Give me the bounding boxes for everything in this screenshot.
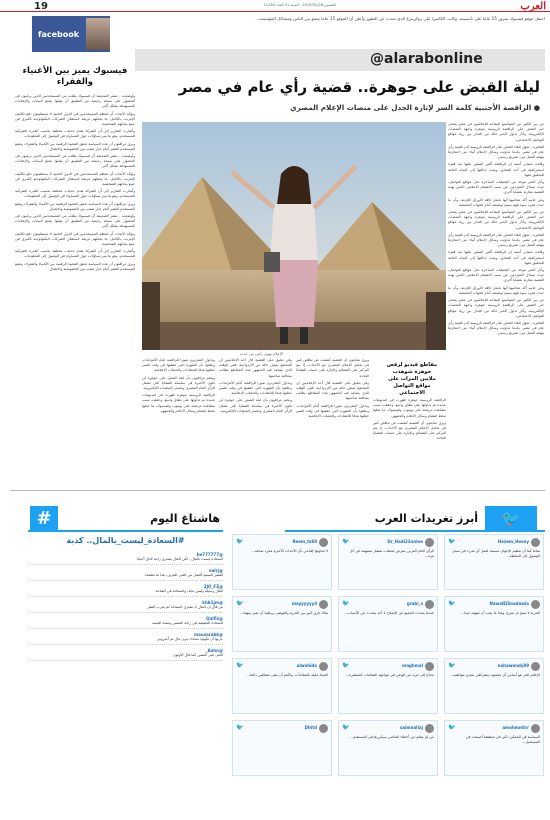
tweet-card [232, 534, 332, 590]
tweet-text: الرأي العام العربي يتعرض لحملات تضليل ممنهجة في كل مرة... [349, 549, 434, 558]
story-paragraph: الراقصة الروسية جوهرة ظهرت في فيديوهات عديدة تم تداولها على نطاق واسع، وحققت نسب مشاهدة مرتفعة على يوتيوب وفيسبوك، ما جعلها محط اهتمام وسائل الإعلام والجمهور. [373, 398, 446, 418]
tweet-card [338, 534, 438, 590]
tweet-card [232, 658, 332, 714]
tweets-grid [228, 534, 544, 816]
tweet-text: من لم يتعلم من أخطاء الماضي سيكررها في المستقبل... [349, 735, 434, 739]
hashtag-username: @Aahn_ [205, 648, 223, 653]
hashtag-username: @be777777 [196, 552, 223, 557]
hashtag-username: @khb1jm [202, 600, 223, 605]
story-paragraph: القاهرة - تحول إلقاء القبض على الراقصة الروسية إلى قضية رأي عام في مصر، بعدما تداولت وسائل الإعلام أنباء عن احتجازها بتهمة العمل دون تصريح رسمي. [448, 232, 544, 248]
tweet-username: Dhitd [304, 725, 317, 730]
aside-paragraph: وأشارت التقارير إلى أن الشركة تقدم خدمات مختلفة بحسب القدرة الشرائية للمستخدم، وهو ما يثير تساؤلات حول المساواة في الوصول إلى المعلومات. [15, 189, 135, 199]
tweet-card [444, 720, 544, 776]
story-column [219, 358, 292, 486]
pyramids-photo-illustration [142, 122, 446, 350]
story-right-column [448, 122, 544, 484]
hashtag-username: @mausarabk [194, 632, 223, 637]
hashtag-list [28, 552, 223, 816]
hashtags-title: هاشتاغ اليوم [150, 512, 220, 525]
tweet-text: هناك فرق كبير بين الحرية والفوضى، وعلينا أن نميز بينهما... [239, 611, 328, 615]
tweet-card [338, 596, 438, 652]
tweet-username: maghmal [402, 663, 423, 668]
twitter-bird-icon: 🐦 [448, 724, 456, 731]
hashtag-icon: # [30, 506, 58, 532]
tweet-username: Reem_ts88 [292, 539, 317, 544]
story-photo [142, 122, 446, 350]
list-item [28, 600, 223, 613]
handle-bar [135, 49, 545, 71]
tweet-username: grabi_s [406, 601, 423, 606]
tweet-card [444, 534, 544, 590]
site-handle: @alarabonline [370, 51, 483, 67]
story-paragraph: ويرى متابعون أن القضية كشفت عن تناقض كبير في تعامل الإعلام المصري مع الأحداث، إذ يتم التركيز على الفضائح والإثارة على حساب القضايا الجادة. [296, 358, 369, 378]
avatar [86, 18, 110, 50]
twitter-bird-icon: 🐦 [236, 662, 244, 669]
story-paragraph: ويختم مراقبون بأن ليلة القبض على جوهرة لن تكون الأخيرة في سلسلة القضايا التي تشغل الرأي العام المصري وتتصدر المنصات الإلكترونية. [219, 398, 292, 413]
story-paragraph: وتداول المغردون صورا للراقصة أمام الأهرامات، وعلقوا بأن الشهرة التي حققتها في وقت قصير جعلتها هدفا للانتقادات والحملات الإعلامية. [142, 358, 215, 373]
newspaper-brand: العرب [520, 1, 546, 12]
story-paragraph: القاهرة - تحول إلقاء القبض على الراقصة الروسية إلى قضية رأي عام في مصر، بعدما تداولت وسائل الإعلام أنباء عن احتجازها بتهمة العمل دون تصريح رسمي. [448, 144, 544, 160]
tweet-text: لا تحاولوا إقناعي بأن الأحداث الأخيرة مجرد صدفة... [251, 549, 328, 553]
tweet-username: NawalElSaadawia [489, 601, 529, 606]
twitter-bird-icon: 🐦 [342, 724, 350, 731]
tweet-text: عندما يتحدث الجميع عن الإصلاح لا أحد يتحدث عن الأسباب... [344, 611, 434, 615]
story-paragraph: ومن جانبه أكد محاميها أنها تحمل كافة الأوراق اللازمة، وأن ما حدث مجرد سوء فهم سيتم توضيحه أمام الجهات المختصة. [448, 285, 544, 295]
tweet-card [232, 720, 332, 776]
tweet-text: الإعلام الحر هو أساس أي مجتمع ديمقراطي يحترم مواطنيه... [449, 673, 540, 677]
tweet-text: الحرية لا تمنح بل تنتزع، وهذا ما يجب أن نفهمه جيدا... [460, 611, 540, 615]
story-paragraph: وأثار الخبر موجة من التعليقات الساخرة على مواقع التواصل، حيث تساءل المغردون عن سبب الاهتمام الإعلامي الكبير بهذه القضية مقارنة بقضايا أخرى. [448, 180, 544, 195]
hashtag-text: الفقير السعيد أفضل من الغني الحزين، هذا ما تعلمناه [144, 573, 223, 577]
story-paragraph: ويختم مراقبون بأن ليلة القبض على جوهرة لن تكون الأخيرة في سلسلة القضايا التي تشغل الرأي العام المصري وتتصدر المنصات الإلكترونية. [142, 375, 215, 391]
aside-body [15, 94, 135, 486]
hashtag-text: السعادة ليست بالمال.. لكن المال يشتري راحة البال أحيانا [137, 557, 223, 561]
story-paragraph: من بين الكثير من المواضيع المتاحة للإعلاميين في مصر يتصدر خبر القبض على الراقصة الروسية جوهرة واجهة المنصات الإلكترونية، وأثار تداول الخبر حالة من الجدل بين رواد مواقع التواصل الاجتماعي. [448, 298, 544, 318]
avatar [425, 538, 434, 547]
tweet-username: alwahida [296, 663, 317, 668]
tweet-card [338, 658, 438, 714]
tweet-username: Dr_Hadi23anine [387, 539, 423, 544]
list-item [28, 584, 223, 597]
list-item [28, 568, 223, 581]
twitter-bird-icon: 🐦 [448, 662, 456, 669]
story-paragraph: من بين الكثير من المواضيع المتاحة للإعلاميين في مصر يتصدر خبر القبض على الراقصة الروسية جوهرة واجهة المنصات الإلكترونية، وأثار تداول الخبر حالة من الجدل بين رواد مواقع التواصل الاجتماعي. [448, 122, 544, 142]
twitter-bird-icon: 🐦 [236, 538, 244, 545]
avatar [425, 724, 434, 733]
dateline: الخميس 2019/02/28 - السنة 41 العدد 11284 [263, 3, 337, 7]
twitter-bird-icon: 🐦 [342, 600, 350, 607]
aside-paragraph: وتؤكد الأبحاث أن معظم المستخدمين في الدول النامية لا يستطيعون دفع تكاليف الإنترنت بالكامل، ما يجعلهم عرضة لاستغلال الشركات التكنولوجية الكبرى في جمع بياناتهم الشخصية. [15, 111, 135, 127]
tweet-card [444, 658, 544, 714]
avatar [425, 662, 434, 671]
hashtag-text: من قال إن المال لا يشتري السعادة لم يجرب الفقر [147, 605, 223, 609]
tweet-text: نحتاج إلى مزيد من الوعي في مواجهة الشائعات المنتشرة... [345, 673, 434, 677]
top-banner-text: احتفل موقع فيسبوك بمرور 15 عاما على تأسيسه، وكانت الكاميرا على زوكربيرغ الذي تحدث عن التطور وأعلن أن الموقع 15 عاما يجمع بين الناس ومشاكل المؤسسة... [255, 16, 545, 21]
avatar [319, 724, 328, 733]
photo-caption: الإعلام يهوي رأس من حدث [240, 351, 284, 356]
hashtag-text: السعادة الحقيقية في راحة الضمير وصحة الجسد [151, 621, 223, 625]
tweet-card [444, 596, 544, 652]
story-paragraph: ويرى متابعون أن القضية كشفت عن تناقض كبير في تعامل الإعلام المصري مع الأحداث، إذ يتم التركيز على الفضائح والإثارة على حساب القضايا الجادة. [373, 420, 446, 441]
avatar [531, 538, 540, 547]
avatar [319, 600, 328, 609]
list-item [28, 616, 223, 629]
aside-paragraph: وتؤكد الأبحاث أن معظم المستخدمين في الدول النامية لا يستطيعون دفع تكاليف الإنترنت بالكامل، ما يجعلهم عرضة لاستغلال الشركات التكنولوجية الكبرى في جمع بياناتهم الشخصية. [15, 231, 135, 247]
twitter-bird-icon: 🐦 [236, 724, 244, 731]
pull-quote: مقاطع فيديو لرقص جوهرة شوهدت ملايين المرات على مواقع التواصل الاجتماعي [384, 362, 440, 397]
story-paragraph: وفي تعليق على القضية قال أحد الإعلاميين إن المجتمع يعيش حالة من الازدواجية، ففي الوقت الذي يشاهد فيه الجمهور هذه المقاطع يطالب بمعاقبة صاحبتها. [296, 380, 369, 401]
list-item [28, 648, 223, 661]
tweet-username: salmnallaj [400, 725, 423, 730]
twitter-bird-icon: 🐦 [485, 506, 537, 532]
avatar [319, 538, 328, 547]
main-subhead: ● الراقصة الأجنبية كلمة السر لإثارة الجدل على منصات الإعلام المصري [290, 103, 540, 112]
tweet-card [232, 596, 332, 652]
story-paragraph: وأثار الخبر موجة من التعليقات الساخرة على مواقع التواصل، حيث تساءل المغردون عن سبب الاهتمام الإعلامي الكبير بهذه القضية مقارنة بقضايا أخرى. [448, 268, 544, 283]
tweet-text: الحياة مليئة بالمفاجآت، والأهم أن نبقى متفائلين دائما... [246, 673, 328, 677]
hashtag-username: @Qalfis [206, 616, 223, 621]
avatar [531, 662, 540, 671]
avatar [531, 600, 540, 609]
aside-paragraph: وأوضحت - تنشر الصحيفة أن فيسبوك يطلب من المستخدمين الذين يرغبون في الحصول على نسخة رخيصة من التطبيق أن يقبلوا بجمع البيانات والإعلانات المستهدفة بشكل أكبر. [15, 94, 135, 109]
twitter-bird-icon: 🐦 [342, 538, 350, 545]
hashtag-topic: #السعادة_ليست_بالمال.. كذبة [66, 536, 185, 545]
avatar [425, 600, 434, 609]
page-number: 19 [34, 1, 48, 12]
aside-paragraph: وأوضحت - تنشر الصحيفة أن فيسبوك يطلب من المستخدمين الذين يرغبون في الحصول على نسخة رخيصة من التطبيق أن يقبلوا بجمع البيانات والإعلانات المستهدفة بشكل أكبر. [15, 214, 135, 229]
aside-title: فيسبوك يميز بين الأغنياء والفقراء [22, 66, 128, 87]
twitter-bird-icon: 🐦 [342, 662, 350, 669]
list-item [28, 552, 223, 565]
tweet-text: السياسة فن الممكن، لكن في منطقتنا أصبحت فن المستحيل... [465, 735, 540, 744]
hashtag-text: المال وسيلة وليس غاية، والسعادة في القناعة [155, 589, 223, 593]
story-paragraph: وفي تعليق على القضية قال أحد الإعلاميين إن المجتمع يعيش حالة من الازدواجية، ففي الوقت الذي يشاهد فيه الجمهور هذه المقاطع يطالب بمعاقبة صاحبتها. [219, 358, 292, 378]
story-column [142, 358, 215, 486]
hashtag-text: جربوا أن تكونوا سعداء بدون مال ثم أخبروني [156, 637, 223, 641]
aside-paragraph: وأوضحت - تنشر الصحيفة أن فيسبوك يطلب من المستخدمين الذين يرغبون في الحصول على نسخة رخيصة من التطبيق أن يقبلوا بجمع البيانات والإعلانات المستهدفة بشكل أكبر. [15, 154, 135, 169]
aside-paragraph: ويرى مراقبون أن هذه السياسة تعمق الفجوة الرقمية بين الأغنياء والفقراء، وتضع المستخدم الفقير أمام خيار صعب بين الخصوصية والاتصال. [15, 141, 135, 151]
tweet-text: تماما كما أن تنظيم الإخوان مستعد لعمل أي شيء في سبيل الوصول إلى السلطة... [452, 549, 540, 558]
hashtag-username: @2JO_FZ [203, 584, 223, 589]
twitter-bird-icon: 🐦 [448, 538, 456, 545]
aside-paragraph: وأشارت التقارير إلى أن الشركة تقدم خدمات مختلفة بحسب القدرة الشرائية للمستخدم، وهو ما يثير تساؤلات حول المساواة في الوصول إلى المعلومات. [15, 129, 135, 139]
twitter-bird-icon: 🐦 [448, 600, 456, 607]
story-paragraph: وقالت مصادر أمنية إن الراقصة ألقي القبض عليها بعد فقرة استعراضية في أحد الفنادق، وتمت إحالتها إلى النيابة العامة للتحقيق معها. [448, 162, 544, 177]
aside-paragraph: ويرى مراقبون أن هذه السياسة تعمق الفجوة الرقمية بين الأغنياء والفقراء، وتضع المستخدم الفقير أمام خيار صعب بين الخصوصية والاتصال. [15, 201, 135, 211]
tweet-username: nahawandy89 [497, 663, 529, 668]
section-divider [10, 490, 545, 491]
hashtag-username: @ealrj [208, 568, 223, 573]
story-paragraph: وقالت مصادر أمنية إن الراقصة ألقي القبض عليها بعد فقرة استعراضية في أحد الفنادق، وتمت إحالتها إلى النيابة العامة للتحقيق معها. [448, 250, 544, 265]
story-column [296, 358, 369, 486]
story-paragraph: الراقصة الروسية جوهرة ظهرت في فيديوهات عديدة تم تداولها على نطاق واسع، وحققت نسب مشاهدة مرتفعة على يوتيوب وفيسبوك، ما جعلها محط اهتمام وسائل الإعلام والجمهور. [142, 393, 215, 413]
aside-paragraph: وتؤكد الأبحاث أن معظم المستخدمين في الدول النامية لا يستطيعون دفع تكاليف الإنترنت بالكامل، ما يجعلهم عرضة لاستغلال الشركات التكنولوجية الكبرى في جمع بياناتهم الشخصية. [15, 171, 135, 187]
hashtag-text: الغنى غنى النفس كما قال الأولون [173, 653, 223, 657]
story-paragraph: وتداول المغردون صورا للراقصة أمام الأهرامات، وعلقوا بأن الشهرة التي حققتها في وقت قصير جعلتها هدفا للانتقادات والحملات الإعلامية. [219, 380, 292, 396]
story-paragraph: من بين الكثير من المواضيع المتاحة للإعلاميين في مصر يتصدر خبر القبض على الراقصة الروسية جوهرة واجهة المنصات الإلكترونية، وأثار تداول الخبر حالة من الجدل بين رواد مواقع التواصل الاجتماعي. [448, 210, 544, 230]
avatar [531, 724, 540, 733]
tweet-username: amohmmtrr [502, 725, 529, 730]
story-paragraph: ومن جانبه أكد محاميها أنها تحمل كافة الأوراق اللازمة، وأن ما حدث مجرد سوء فهم سيتم توضيحه أمام الجهات المختصة. [448, 197, 544, 207]
tweet-username: Hazem_Hosny [497, 539, 529, 544]
avatar [319, 662, 328, 671]
tweets-title: أبرز تغريدات العرب [374, 512, 478, 525]
facebook-label: facebook [38, 30, 80, 39]
tweet-card [338, 720, 438, 776]
main-headline: ليلة القبض على جوهرة.. قضية رأي عام في مصر [178, 78, 540, 96]
tweet-username: mayyyyyy3 [291, 601, 317, 606]
story-paragraph: القاهرة - تحول إلقاء القبض على الراقصة الروسية إلى قضية رأي عام في مصر، بعدما تداولت وسائل الإعلام أنباء عن احتجازها بتهمة العمل دون تصريح رسمي. [448, 320, 544, 336]
list-item [28, 632, 223, 645]
twitter-bird-icon: 🐦 [236, 600, 244, 607]
aside-paragraph: ويرى مراقبون أن هذه السياسة تعمق الفجوة الرقمية بين الأغنياء والفقراء، وتضع المستخدم الفقير أمام خيار صعب بين الخصوصية والاتصال. [15, 261, 135, 271]
aside-paragraph: وأشارت التقارير إلى أن الشركة تقدم خدمات مختلفة بحسب القدرة الشرائية للمستخدم، وهو ما يثير تساؤلات حول المساواة في الوصول إلى المعلومات. [15, 249, 135, 259]
story-paragraph: وتداول المغردون صورا للراقصة أمام الأهرامات، وعلقوا بأن الشهرة التي حققتها في وقت قصير جعلتها هدفا للانتقادات والحملات الإعلامية. [296, 403, 369, 419]
